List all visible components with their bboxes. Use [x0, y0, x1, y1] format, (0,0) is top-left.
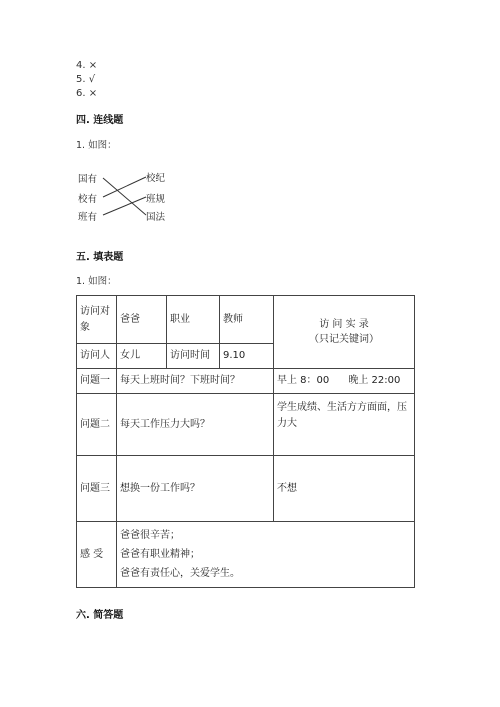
question-3-text: 想换一份工作吗？ [117, 456, 274, 522]
question-2-answer: 学生成绩、生活方方面面，压力大 [274, 394, 415, 456]
visitor-label: 访问人 [77, 344, 117, 369]
interview-table [76, 295, 415, 588]
table-row [77, 522, 415, 588]
line-xiaoyou-xiaoji [103, 177, 146, 197]
answer-4: 4. × [76, 60, 98, 71]
left-item-banyou: 班有 [78, 212, 98, 223]
right-item-xiaoji: 校纪 [146, 173, 166, 184]
question-3-answer: 不想 [274, 456, 415, 522]
feelings-label: 感 受 [77, 522, 117, 588]
subject-label: 访问对象 [77, 296, 117, 344]
record-title: 访 问 实 录 [319, 318, 369, 330]
section-5-title: 五. 填表题 [76, 252, 124, 263]
right-item-guofa: 国法 [146, 212, 166, 223]
section-5-intro: 1. 如图： [76, 276, 117, 287]
time-value: 9.10 [220, 344, 274, 369]
question-1-label: 问题一 [77, 369, 117, 394]
job-label: 职业 [167, 296, 220, 344]
record-header [274, 296, 415, 369]
feeling-item: 爸爸很辛苦； [120, 530, 180, 541]
section-4-intro: 1. 如图： [76, 140, 117, 151]
table-row [77, 369, 415, 394]
line-guoyou-guofa [103, 178, 146, 215]
question-1-text: 每天上班时间？下班时间？ [117, 369, 274, 394]
job-value: 教师 [220, 296, 274, 344]
question-1-answer: 早上 8：00 晚上 22:00 [274, 369, 415, 394]
visitor-value: 女儿 [117, 344, 167, 369]
feelings-list [117, 522, 415, 588]
left-item-xiaoyou: 校有 [78, 194, 98, 205]
left-item-guoyou: 国有 [78, 174, 98, 185]
right-item-bangui: 班规 [146, 194, 166, 205]
question-3-label: 问题三 [77, 456, 117, 522]
answer-6: 6. × [76, 88, 98, 99]
table-row [77, 296, 415, 344]
feeling-item: 爸爸有职业精神； [120, 549, 200, 560]
table-row [77, 394, 415, 456]
record-note: （只记关键词） [309, 334, 379, 345]
matching-diagram [76, 166, 186, 226]
time-label: 访问时间 [167, 344, 220, 369]
answer-5: 5. √ [76, 74, 96, 85]
question-2-text: 每天工作压力大吗？ [117, 394, 274, 456]
section-4-title: 四. 连线题 [76, 115, 124, 126]
line-banyou-bangui [103, 197, 146, 215]
feeling-item: 爸爸有责任心，关爱学生。 [120, 568, 240, 579]
question-2-label: 问题二 [77, 394, 117, 456]
subject-value: 爸爸 [117, 296, 167, 344]
table-row [77, 456, 415, 522]
section-6-title: 六. 简答题 [76, 610, 124, 621]
